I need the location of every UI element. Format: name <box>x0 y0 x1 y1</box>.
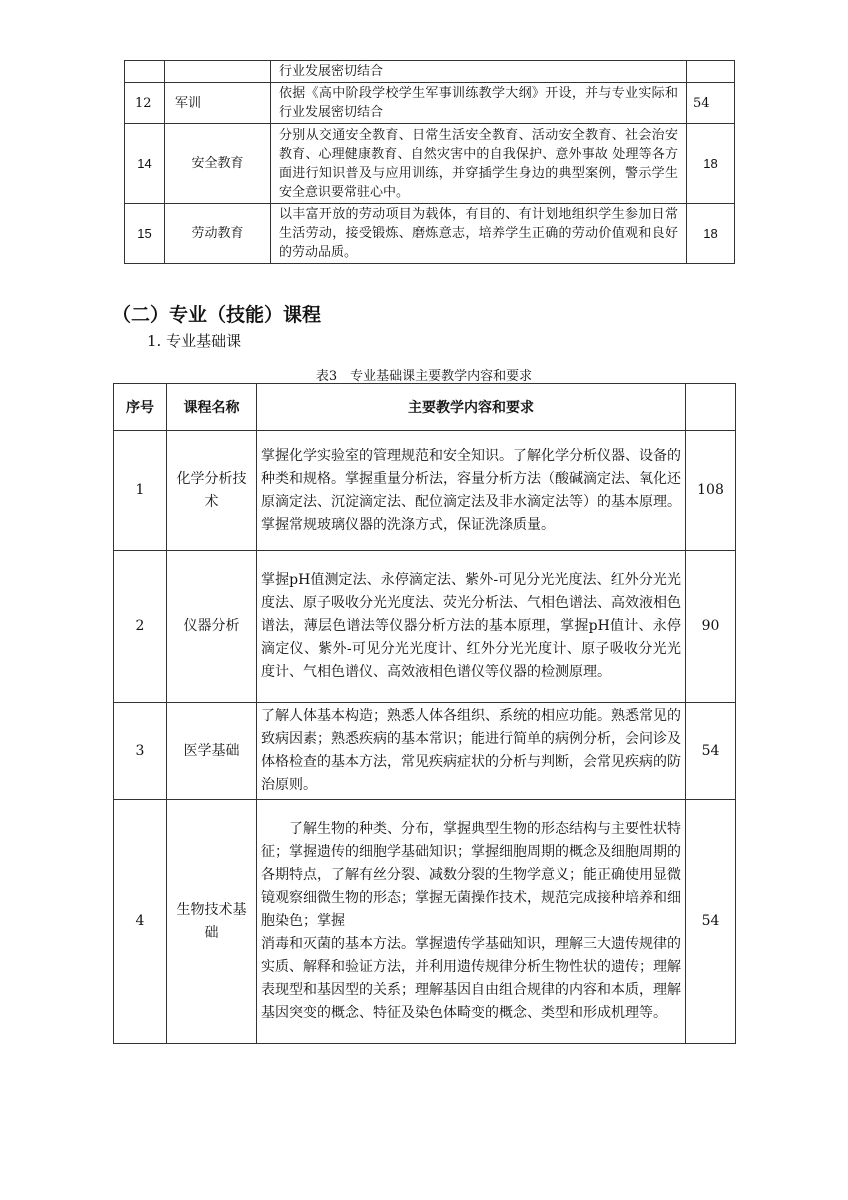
course-name: 军训 <box>165 83 271 124</box>
course-number: 2 <box>114 551 167 703</box>
table-row <box>125 124 735 204</box>
course-hours: 54 <box>687 83 735 124</box>
course-content <box>257 800 686 1044</box>
header-course-name: 课程名称 <box>167 384 257 431</box>
subsection-title: 1. 专业基础课 <box>147 332 242 350</box>
course-hours: 18 <box>687 124 735 204</box>
course-name: 化学分析技术 <box>167 431 257 551</box>
course-name: 安全教育 <box>165 124 271 204</box>
course-content: 行业发展密切结合 <box>271 61 687 83</box>
table-row <box>114 551 736 703</box>
course-content-part-2: 消毒和灭菌的基本方法。掌握遗传学基础知识，理解三大遗传规律的实质、解释和验证方法，并利用遗传规律分析生物性状的遗传；理解表现型和基因型的关系；理解基因自由组合规律的内容和本质，理解基因突变的概念、特征及染色体畸变的概念、类型和形成机理等。 <box>261 936 681 1021</box>
course-content: 掌握pH值测定法、永停滴定法、紫外-可见分光光度法、红外分光光度法、原子吸收分光光度法、荧光分析法、气相色谱法、高效液相色谱法，薄层色谱法等仪器分析方法的基本原理，掌握pH值计、永停滴定仪、紫外-可见分光光度计、红外分光光度计、原子吸收分光光度计、气相色谱仪、高效液相色谱仪等仪器的检测原理。 <box>257 551 686 703</box>
course-number: 12 <box>125 83 165 124</box>
course-content-part-1: 了解生物的种类、分布，掌握典型生物的形态结构与主要性状特征；掌握遗传的细胞学基础知识；掌握细胞周期的概念及细胞周期的各期特点，了解有丝分裂、减数分裂的生物学意义；能正确使用显微镜观察细微生物的形态；掌握无菌操作技术，规范完成接种培养和细胞染色；掌握 <box>261 821 681 929</box>
table-row <box>125 61 735 83</box>
table-row <box>125 204 735 264</box>
table-row <box>125 83 735 124</box>
course-name <box>165 61 271 83</box>
course-content: 以丰富开放的劳动项目为载体，有目的、有计划地组织学生参加日常生活劳动，接受锻炼、磨炼意志，培养学生正确的劳动价值观和良好的劳动品质。 <box>271 204 687 264</box>
course-hours: 54 <box>686 800 736 1044</box>
table-row <box>114 431 736 551</box>
course-name: 劳动教育 <box>165 204 271 264</box>
course-hours: 54 <box>686 703 736 800</box>
course-hours: 90 <box>686 551 736 703</box>
header-number: 序号 <box>114 384 167 431</box>
general-courses-table <box>124 60 735 264</box>
table-header-row <box>114 384 736 431</box>
specialty-courses-table <box>113 383 736 1044</box>
course-name: 仪器分析 <box>167 551 257 703</box>
course-number <box>125 61 165 83</box>
table-row <box>114 800 736 1044</box>
course-name: 医学基础 <box>167 703 257 800</box>
course-number: 3 <box>114 703 167 800</box>
course-number: 14 <box>125 124 165 204</box>
course-number: 4 <box>114 800 167 1044</box>
header-content: 主要教学内容和要求 <box>257 384 686 431</box>
table-caption: 表3 专业基础课主要教学内容和要求 <box>315 369 533 384</box>
course-name: 生物技术基础 <box>167 800 257 1044</box>
course-hours: 108 <box>686 431 736 551</box>
course-number: 1 <box>114 431 167 551</box>
section-title: （二）专业（技能）课程 <box>112 304 322 326</box>
course-content: 掌握化学实验室的管理规范和安全知识。了解化学分析仪器、设备的种类和规格。掌握重量分析法，容量分析方法（酸碱滴定法、氧化还原滴定法、沉淀滴定法、配位滴定法及非水滴定法等）的基本原理。掌握常规玻璃仪器的洗涤方式，保证洗涤质量。 <box>257 431 686 551</box>
course-hours: 18 <box>687 204 735 264</box>
course-content: 依据《高中阶段学校学生军事训练教学大纲》开设，并与专业实际和行业发展密切结合 <box>271 83 687 124</box>
course-content: 分别从交通安全教育、日常生活安全教育、活动安全教育、社会治安教育、心理健康教育、自然灾害中的自我保护、意外事故 处理等各方面进行知识普及与应用训练，并穿插学生身边的典型案例，警示学生安全意识要常驻心中。 <box>271 124 687 204</box>
course-hours <box>687 61 735 83</box>
header-hours <box>686 384 736 431</box>
course-content: 了解人体基本构造；熟悉人体各组织、系统的相应功能。熟悉常见的致病因素；熟悉疾病的基本常识；能进行简单的病例分析，会问诊及体格检查的基本方法，常见疾病症状的分析与判断，会常见疾病的防治原则。 <box>257 703 686 800</box>
course-number: 15 <box>125 204 165 264</box>
table-row <box>114 703 736 800</box>
